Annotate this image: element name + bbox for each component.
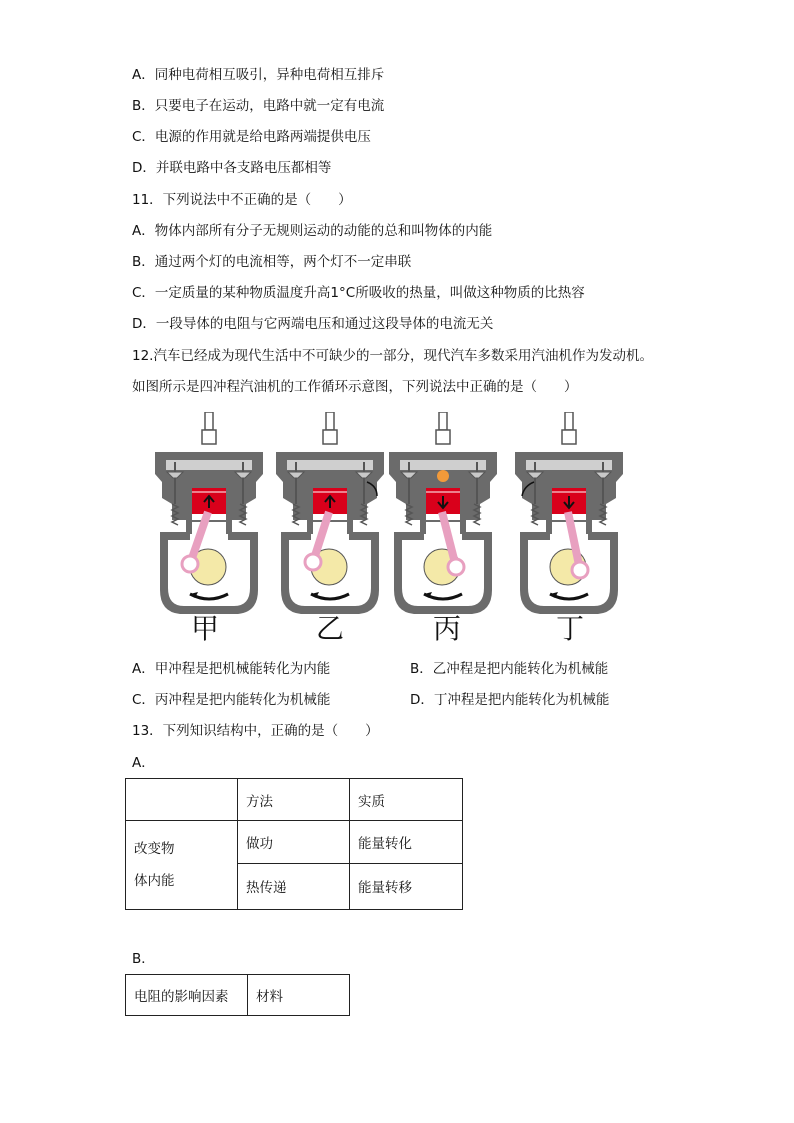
q12-stem-line2: 如图所示是四冲程汽油机的工作循环示意图，下列说法中正确的是（ ） — [132, 379, 578, 395]
q10-option-b: B．只要电子在运动，电路中就一定有电流 — [132, 98, 385, 114]
q13-option-a-label: A． — [132, 755, 155, 771]
table-a-cell: 能量转移 — [350, 863, 463, 909]
q11-option-c: C．一定质量的某种物质温度升高1°C所吸收的热量，叫做这种物质的比热容 — [132, 285, 585, 301]
table-a-row-label: 改变物 体内能 — [126, 821, 238, 910]
q12-option-b: B．乙冲程是把内能转化为机械能 — [410, 661, 609, 677]
q12-option-d: D．丁冲程是把内能转化为机械能 — [410, 692, 610, 708]
table-b-cell-factor: 电阻的影响因素 — [126, 975, 248, 1016]
q10-option-a: A．同种电荷相互吸引，异种电荷相互排斥 — [132, 67, 385, 83]
q11-stem: 11．下列说法中不正确的是（ ） — [132, 192, 352, 208]
table-a-header-method: 方法 — [238, 779, 350, 821]
q10-option-d: D．并联电路中各支路电压都相等 — [132, 160, 332, 176]
table-a-cell: 热传递 — [238, 863, 350, 909]
q11-option-d: D．一段导体的电阻与它两端电压和通过这段导体的电流无关 — [132, 316, 494, 332]
q13-stem: 13．下列知识结构中，正确的是（ ） — [132, 723, 379, 739]
table-a-cell: 能量转化 — [350, 821, 463, 863]
q11-option-a: A．物体内部所有分子无规则运动的动能的总和叫物体的内能 — [132, 223, 493, 239]
engine-stroke-yi — [271, 412, 391, 617]
table-a-header-empty — [126, 779, 238, 821]
engine-label-ding: 丁 — [556, 612, 585, 645]
engine-stroke-bing — [384, 412, 504, 617]
q11-option-b: B．通过两个灯的电流相等，两个灯不一定串联 — [132, 254, 412, 270]
engine-stroke-jia — [150, 412, 270, 617]
engine-label-jia: 甲 — [191, 612, 220, 645]
q12-stem-line1: 12.汽车已经成为现代生活中不可缺少的一部分，现代汽车多数采用汽油机作为发动机。 — [132, 348, 653, 364]
table-a — [125, 778, 463, 910]
q10-option-c: C．电源的作用就是给电路两端提供电压 — [132, 129, 371, 145]
table-a-cell: 做功 — [238, 821, 350, 863]
table-b-cell-material: 材料 — [248, 975, 350, 1016]
q13-option-b-label: B． — [132, 951, 155, 967]
table-b — [125, 974, 350, 1016]
engine-label-bing: 丙 — [433, 612, 462, 645]
engine-stroke-ding — [510, 412, 630, 617]
q12-option-c: C．丙冲程是把内能转化为机械能 — [132, 692, 331, 708]
table-a-header-essence: 实质 — [350, 779, 463, 821]
engine-label-yi: 乙 — [316, 612, 345, 645]
q12-option-a: A．甲冲程是把机械能转化为内能 — [132, 661, 331, 677]
